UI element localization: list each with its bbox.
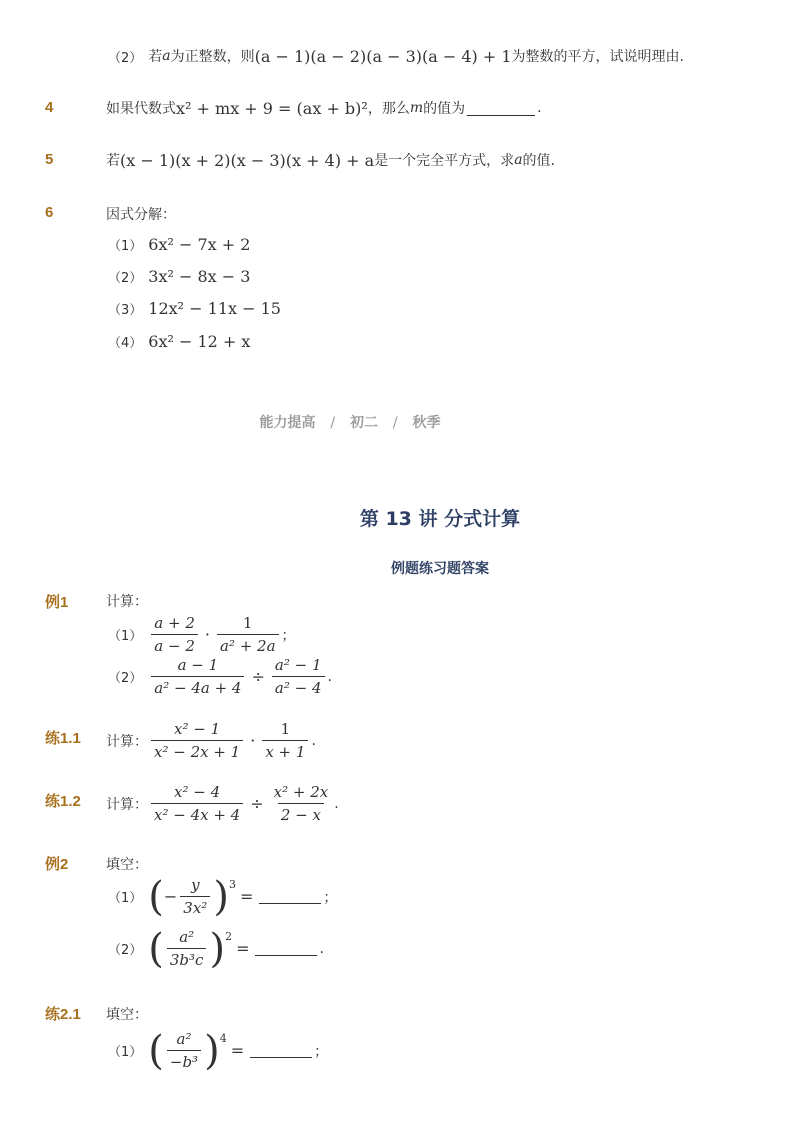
operator: · bbox=[204, 625, 210, 644]
math-expression: 3x² − 8x − 3 bbox=[148, 267, 251, 286]
sub-label: （2） bbox=[108, 271, 143, 286]
page-footer bbox=[0, 412, 700, 432]
sub-label: （1） bbox=[108, 629, 143, 644]
fraction bbox=[167, 1030, 201, 1071]
denominator: x² − 2x + 1 bbox=[151, 740, 243, 761]
numerator: a + 2 bbox=[154, 614, 195, 632]
ex1-item-1 bbox=[108, 614, 296, 655]
footer-term: 秋季 bbox=[412, 415, 441, 431]
footer-course: 能力提高 bbox=[259, 415, 316, 431]
exponent: 2 bbox=[225, 930, 233, 943]
punctuation: . bbox=[311, 732, 316, 749]
q3-part2 bbox=[108, 46, 684, 66]
section-subtitle: 例题练习题答案 bbox=[391, 561, 489, 577]
footer-separator: / bbox=[392, 415, 398, 431]
sub-label: （1） bbox=[108, 891, 143, 906]
exponent: 4 bbox=[219, 1032, 227, 1045]
operator: · bbox=[250, 731, 256, 750]
math-expression: 6x² − 7x + 2 bbox=[148, 235, 251, 254]
punctuation: . bbox=[327, 668, 332, 685]
math-expression: (x − 1)(x + 2)(x − 3)(x + 4) + a bbox=[120, 150, 375, 170]
punctuation: ； bbox=[281, 627, 296, 644]
operator: ÷ bbox=[250, 794, 264, 813]
text: 是一个完全平方式，求 bbox=[374, 153, 515, 169]
q6-item bbox=[108, 267, 250, 286]
example-number: 例1 bbox=[45, 594, 69, 611]
punctuation: . bbox=[319, 940, 324, 957]
operator: ÷ bbox=[251, 667, 265, 686]
question-6-intro bbox=[106, 204, 176, 224]
text: 因式分解： bbox=[106, 207, 176, 223]
math-var: a bbox=[162, 48, 171, 64]
sub-label: （2） bbox=[108, 671, 143, 686]
denominator: a² + 2a bbox=[217, 634, 279, 655]
numerator: 1 bbox=[242, 614, 253, 632]
fraction bbox=[151, 656, 244, 697]
practice-2-1-intro bbox=[106, 1004, 148, 1024]
ex2-item-2 bbox=[108, 925, 324, 972]
text: 为正整数，则 bbox=[170, 49, 255, 65]
question-number: 6 bbox=[45, 204, 54, 221]
left-paren: ( bbox=[148, 1027, 164, 1074]
denominator: a² − 4 bbox=[272, 676, 325, 697]
lecture-title: 第 13 讲 分式计算 bbox=[359, 508, 521, 530]
text: 为整数的平方，试说明理由. bbox=[511, 49, 684, 65]
text: 填空： bbox=[106, 857, 148, 873]
math-var: a bbox=[514, 152, 523, 168]
math-expression: x² + mx + 9 = (ax + b)² bbox=[176, 98, 368, 118]
denominator: 2 − x bbox=[278, 803, 324, 824]
sub-label: （3） bbox=[108, 303, 143, 318]
numerator: x² − 1 bbox=[174, 720, 221, 738]
example-1-intro bbox=[106, 591, 148, 611]
question-number: 5 bbox=[45, 151, 54, 168]
sub-label: （1） bbox=[108, 1045, 143, 1060]
math-expression: (a − 1)(a − 2)(a − 3)(a − 4) + 1 bbox=[254, 46, 512, 66]
fraction bbox=[272, 656, 325, 697]
ex1-item-2 bbox=[108, 656, 332, 697]
fraction bbox=[271, 783, 332, 824]
q6-item bbox=[108, 299, 281, 318]
text: 的值. bbox=[522, 153, 555, 169]
denominator: 3b³c bbox=[167, 948, 207, 969]
fraction bbox=[262, 720, 308, 761]
practice-1-1 bbox=[106, 720, 316, 761]
practice-number: 练2.1 bbox=[45, 1006, 81, 1023]
numerator: x² + 2x bbox=[273, 783, 329, 801]
numerator: a² − 1 bbox=[274, 656, 322, 674]
fraction bbox=[151, 783, 243, 824]
exponent: 3 bbox=[228, 878, 236, 891]
text: 计算： bbox=[106, 796, 148, 813]
text: 若 bbox=[106, 153, 120, 169]
left-paren: ( bbox=[148, 925, 164, 972]
right-paren: ) bbox=[213, 873, 229, 920]
sub-label: （2） bbox=[108, 943, 143, 958]
equals-sign: = bbox=[236, 939, 250, 958]
practice-number: 练1.1 bbox=[45, 730, 81, 747]
answer-blank[interactable] bbox=[250, 1043, 312, 1058]
answer-blank[interactable] bbox=[255, 941, 317, 956]
question-4 bbox=[106, 98, 542, 118]
equals-sign: = bbox=[230, 1041, 245, 1060]
text: ，那么 bbox=[367, 101, 410, 117]
text: 的值为 bbox=[423, 101, 466, 117]
denominator: a² − 4a + 4 bbox=[151, 676, 244, 697]
numerator: a² bbox=[179, 928, 195, 946]
fraction bbox=[217, 614, 279, 655]
denominator: x + 1 bbox=[262, 740, 308, 761]
math-var: m bbox=[409, 100, 424, 116]
right-paren: ) bbox=[204, 1027, 220, 1074]
text: . bbox=[537, 100, 542, 116]
answer-blank[interactable] bbox=[259, 889, 321, 904]
punctuation: ； bbox=[323, 889, 338, 906]
math-expression: 6x² − 12 + x bbox=[148, 332, 251, 351]
equals-sign: = bbox=[239, 887, 254, 906]
sign: − bbox=[163, 887, 178, 906]
fraction bbox=[180, 876, 210, 917]
denominator: a − 2 bbox=[151, 634, 198, 655]
numerator: a² bbox=[176, 1030, 192, 1048]
numerator: a − 1 bbox=[177, 656, 219, 674]
fraction bbox=[151, 720, 243, 761]
text: 如果代数式 bbox=[106, 101, 176, 117]
fraction bbox=[151, 614, 198, 655]
ex2-item-1 bbox=[108, 873, 338, 920]
question-5 bbox=[106, 150, 555, 170]
answer-blank[interactable] bbox=[467, 101, 535, 116]
text: 计算： bbox=[106, 733, 148, 750]
practice-1-2 bbox=[106, 783, 339, 824]
footer-grade: 初二 bbox=[350, 415, 378, 431]
numerator: 1 bbox=[280, 720, 291, 738]
q6-item bbox=[108, 235, 250, 254]
left-paren: ( bbox=[148, 873, 164, 920]
math-expression: 12x² − 11x − 15 bbox=[148, 299, 281, 318]
example-number: 例2 bbox=[45, 856, 69, 873]
sub-label: （2） bbox=[108, 50, 143, 66]
practice-number: 练1.2 bbox=[45, 793, 81, 810]
denominator: 3x² bbox=[180, 896, 210, 917]
footer-separator: / bbox=[330, 415, 336, 431]
denominator: x² − 4x + 4 bbox=[151, 803, 243, 824]
numerator: x² − 4 bbox=[174, 783, 221, 801]
right-paren: ) bbox=[209, 925, 226, 972]
pr21-item-1 bbox=[108, 1027, 329, 1074]
q6-item bbox=[108, 332, 250, 351]
punctuation: ； bbox=[314, 1043, 329, 1060]
text: 若 bbox=[148, 49, 163, 65]
numerator: y bbox=[191, 876, 200, 894]
denominator: −b³ bbox=[167, 1050, 201, 1071]
sub-label: （1） bbox=[108, 239, 143, 254]
example-2-intro bbox=[106, 854, 148, 874]
text: 计算： bbox=[106, 594, 148, 610]
punctuation: . bbox=[334, 795, 339, 812]
question-number: 4 bbox=[45, 99, 54, 116]
fraction bbox=[167, 928, 207, 969]
sub-label: （4） bbox=[108, 336, 143, 351]
text: 填空： bbox=[106, 1007, 148, 1023]
